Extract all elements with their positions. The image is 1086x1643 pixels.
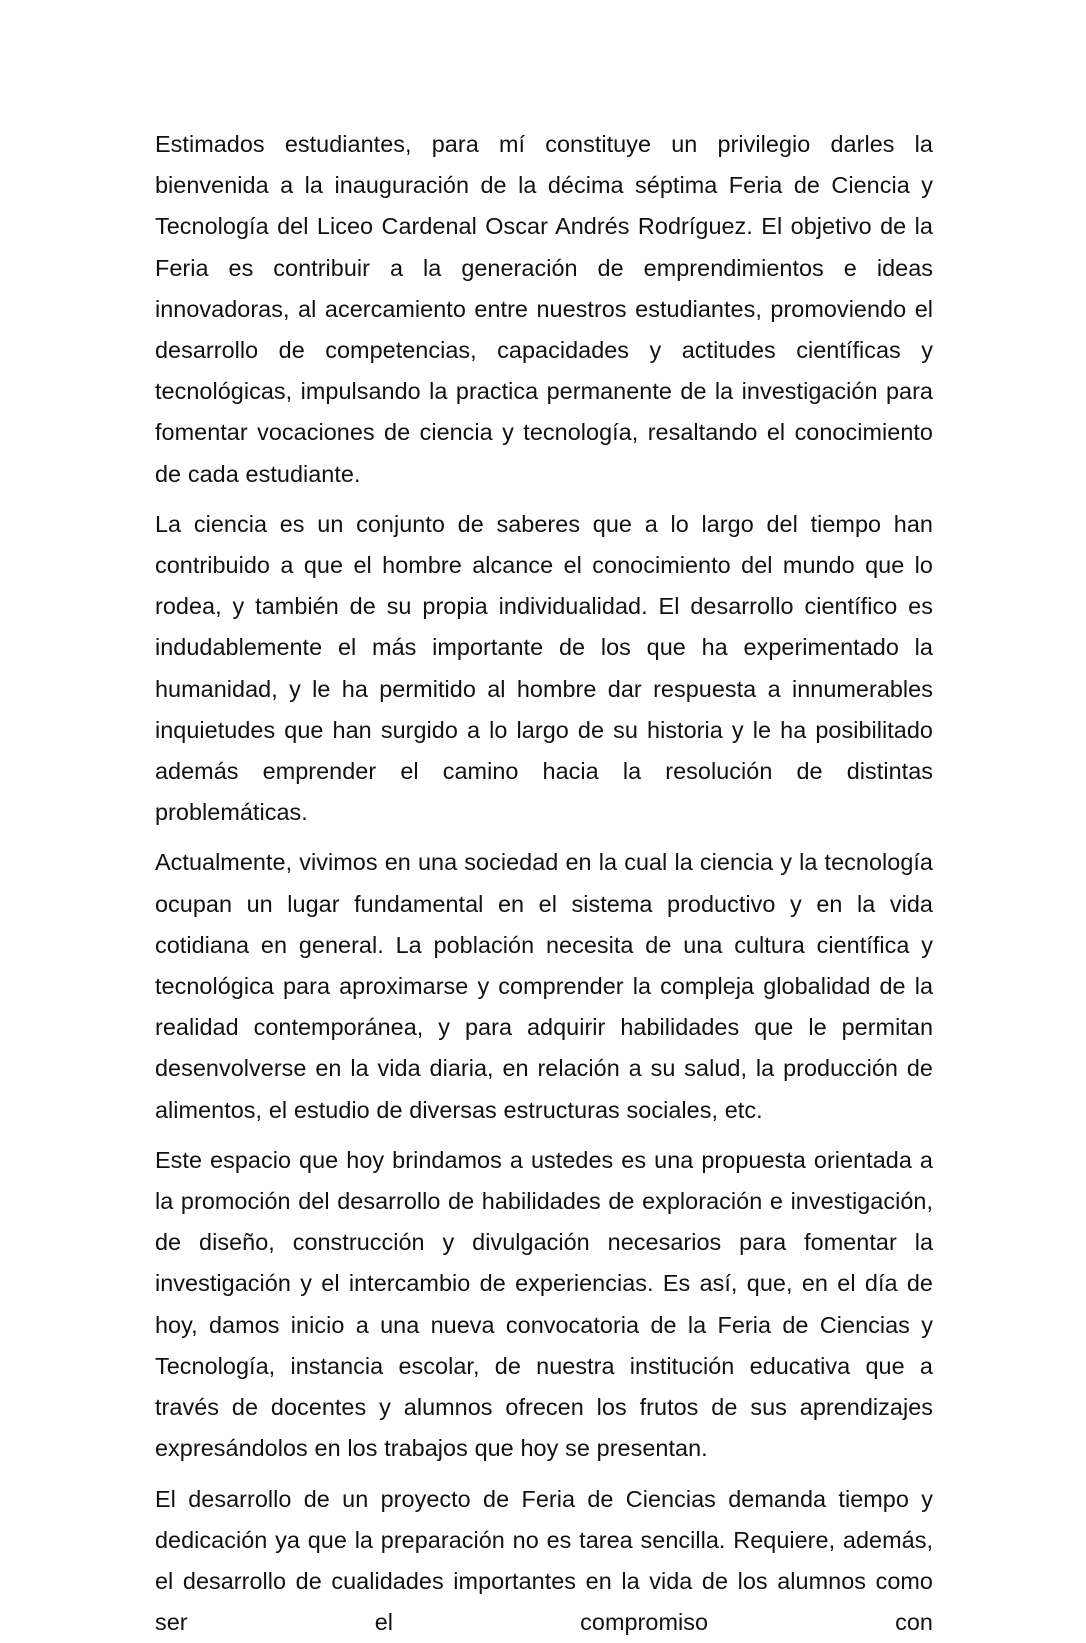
paragraph-1: Estimados estudiantes, para mí constituye un privilegio darles la bienvenida a la inauguración de la décima séptima Feria de Ciencia y Tecnología del Liceo Cardenal Oscar Andrés Rodríguez. El objetivo de la Feria es contribuir a la generación de emprendimientos e ideas innovadoras, al acercamiento entre nuestros estudiantes, promoviendo el desarrollo de competencias, capacidades y actitudes científicas y tecnológicas, impulsando la practica permanente de la investigación para fomentar vocaciones de ciencia y tecnología, resaltando el conocimiento de cada estudiante.: [155, 124, 933, 495]
paragraph-2: La ciencia es un conjunto de saberes que a lo largo del tiempo han contribuido a que el hombre alcance el conocimiento del mundo que lo rodea, y también de su propia individualidad. El desarrollo científico es indudablemente el más importante de los que ha experimentado la humanidad, y le ha permitido al hombre dar respuesta a innumerables inquietudes que han surgido a lo largo de su historia y le ha posibilitado además emprender el camino hacia la resolución de distintas problemáticas.: [155, 504, 933, 834]
document-body: [155, 124, 933, 1643]
paragraph-3: Actualmente, vivimos en una sociedad en la cual la ciencia y la tecnología ocupan un lugar fundamental en el sistema productivo y en la vida cotidiana en general. La población necesita de una cultura científica y tecnológica para aproximarse y comprender la compleja globalidad de la realidad contemporánea, y para adquirir habilidades que le permitan desenvolverse en la vida diaria, en relación a su salud, la producción de alimentos, el estudio de diversas estructuras sociales, etc.: [155, 842, 933, 1130]
paragraph-5: El desarrollo de un proyecto de Feria de Ciencias demanda tiempo y dedicación ya que la preparación no es tarea sencilla. Requiere, además, el desarrollo de cualidades importantes en la vida de los alumnos como ser el compromiso con: [155, 1479, 933, 1643]
paragraph-4: Este espacio que hoy brindamos a ustedes es una propuesta orientada a la promoción del desarrollo de habilidades de exploración e investigación, de diseño, construcción y divulgación necesarios para fomentar la investigación y el intercambio de experiencias. Es así, que, en el día de hoy, damos inicio a una nueva convocatoria de la Feria de Ciencias y Tecnología, instancia escolar, de nuestra institución educativa que a través de docentes y alumnos ofrecen los frutos de sus aprendizajes expresándolos en los trabajos que hoy se presentan.: [155, 1140, 933, 1470]
